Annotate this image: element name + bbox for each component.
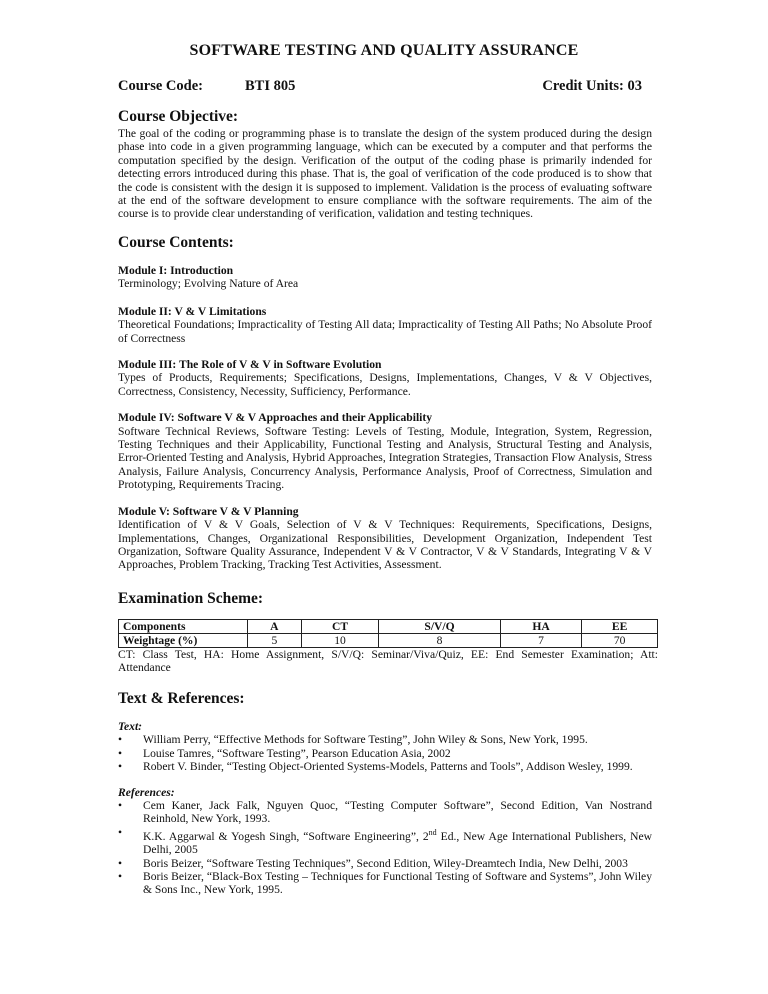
- module-title: Module IV: Software V & V Approaches and their Applicability: [118, 411, 433, 425]
- module-5: [118, 505, 652, 572]
- references-list: [118, 799, 652, 897]
- bullet: •: [118, 799, 123, 813]
- exam-cell: 70: [582, 634, 658, 648]
- exam-header-cell: HA: [500, 620, 582, 634]
- reference-entry: Boris Beizer, “Software Testing Techniques”, Second Edition, Wiley-Dreamtech India, New Delhi, 2003: [143, 856, 628, 870]
- exam-cell: 8: [379, 634, 500, 648]
- text-list: [118, 733, 652, 773]
- reference-text: Ed., New Age International Publishers, New Delhi, 2005: [143, 829, 652, 857]
- module-2: [118, 305, 652, 345]
- module-text: Types of Products, Requirements; Specifications, Designs, Implementations, Changes, V & V Objectives, Correctness, Consistency, Necessity, Sufficiency, Performance.: [118, 371, 652, 398]
- references-label: References:: [118, 785, 175, 799]
- exam-note: CT: Class Test, HA: Home Assignment, S/V/Q: Seminar/Viva/Quiz, EE: End Semester Examination; Att: Attendance: [118, 648, 658, 675]
- exam-header-cell: A: [248, 620, 302, 634]
- exam-header-row: [119, 620, 658, 634]
- objective-heading: Course Objective:: [118, 108, 239, 125]
- text-label: Text:: [118, 720, 143, 733]
- module-title: Module V: Software V & V Planning: [118, 504, 299, 518]
- module-list: [118, 264, 652, 572]
- exam-header-cell: S/V/Q: [379, 620, 500, 634]
- exam-cell: 5: [248, 634, 302, 648]
- bullet: •: [118, 825, 123, 839]
- module-text: Theoretical Foundations; Impracticality of Testing All data; Impracticality of Testing All Paths; No Absolute Proof of Correctness: [118, 318, 652, 345]
- module-4: [118, 411, 652, 491]
- list-item: [118, 733, 652, 746]
- bullet: •: [118, 733, 123, 747]
- credit-units: Credit Units: 03: [542, 78, 642, 94]
- reference-text: K.K. Aggarwal & Yogesh Singh, “Software Engineering”, 2: [143, 829, 429, 843]
- exam-header-cell: CT: [301, 620, 379, 634]
- course-code-row: [118, 78, 642, 98]
- list-item: [118, 857, 652, 870]
- text-entry: William Perry, “Effective Methods for Software Testing”, John Wiley & Sons, New York, 1995.: [143, 733, 588, 747]
- reference-entry: [143, 827, 652, 857]
- text-entry: Louise Tamres, “Software Testing”, Pearson Education Asia, 2002: [143, 746, 451, 760]
- course-code-label: Course Code:: [118, 78, 203, 94]
- module-text: Software Technical Reviews, Software Testing: Levels of Testing, Module, Integration, System, Regression, Testing Techniques and their Applicability, Functional Testing and Analysis, Structural Testing and Analysis, Error-Oriented Testing and Analysis, Hybrid Approaches, Integration Strategies, Transaction Flow Analysis, Stress Analysis, Failure Analysis, Concurrency Analysis, Performance Analysis, Proof of Correctness, Simulation and Prototyping, Requirements Tracing.: [118, 424, 652, 492]
- exam-cell: 7: [500, 634, 582, 648]
- reference-superscript: nd: [428, 827, 437, 837]
- bullet: •: [118, 746, 123, 760]
- exam-table: [118, 619, 658, 648]
- module-1: [118, 264, 652, 291]
- list-item: [118, 870, 652, 897]
- text-entry: Robert V. Binder, “Testing Object-Oriented Systems-Models, Patterns and Tools”, Addison Wesley, 1999.: [143, 760, 633, 774]
- module-3: [118, 358, 652, 398]
- module-title: Module I: Introduction: [118, 264, 234, 277]
- bullet: •: [118, 760, 123, 774]
- exam-header-cell: EE: [582, 620, 658, 634]
- exam-header-cell: Components: [119, 620, 248, 634]
- course-code-value: BTI 805: [245, 78, 296, 94]
- module-title: Module II: V & V Limitations: [118, 304, 267, 318]
- reference-entry: Boris Beizer, “Black-Box Testing – Techniques for Functional Testing of Software and Systems”, John Wiley & Sons Inc., New York, 1995.: [143, 869, 652, 897]
- reference-entry: Cem Kaner, Jack Falk, Nguyen Quoc, “Testing Computer Software”, Second Edition, Van Nostrand Reinhold, New York, 1993.: [143, 799, 652, 826]
- list-item: [118, 747, 652, 760]
- module-text: Identification of V & V Goals, Selection of V & V Techniques: Requirements, Specifications, Designs, Implementations, Changes, Organizational Responsibilities, Development Organization, Independent Test Organization, Software Quality Assurance, Independent V & V Contractor, V & V Standards, Integrating V & V Approaches, Problem Tracking, Tracking Test Activities, Assessment.: [118, 518, 652, 572]
- document-title: SOFTWARE TESTING AND QUALITY ASSURANCE: [189, 42, 579, 59]
- exam-cell: Weightage (%): [119, 634, 248, 648]
- contents-heading: Course Contents:: [118, 234, 234, 251]
- module-text: Terminology; Evolving Nature of Area: [118, 277, 299, 291]
- objective-text: The goal of the coding or programming phase is to translate the design of the system produced during the design phase into code in a given programming language, which can be executed by a computer and that performs the computation specified by the design. Verification of the output of the coding phase is primarily indended for detecting errors introduced during this phase. That is, the goal of verification of the code produced is to show that the code is consistent with the design it is supposed to implement. Validation is the process of evaluating software at the end of the software development to ensure compliance with the software requirements. The aim of the course is to provide clear understanding of verification, validation and testing techniques.: [118, 127, 652, 221]
- exam-section: [118, 590, 658, 675]
- objective-section: [118, 108, 652, 221]
- contents-section: [118, 234, 652, 572]
- list-item: [118, 826, 652, 857]
- exam-heading: Examination Scheme:: [118, 590, 264, 607]
- list-item: [118, 799, 652, 826]
- exam-weightage-row: [119, 634, 658, 648]
- bullet: •: [118, 869, 123, 883]
- references-section: [118, 690, 652, 897]
- references-heading: Text & References:: [118, 690, 245, 707]
- list-item: [118, 760, 652, 773]
- module-title: Module III: The Role of V & V in Software Evolution: [118, 358, 382, 372]
- bullet: •: [118, 856, 123, 870]
- exam-cell: 10: [301, 634, 379, 648]
